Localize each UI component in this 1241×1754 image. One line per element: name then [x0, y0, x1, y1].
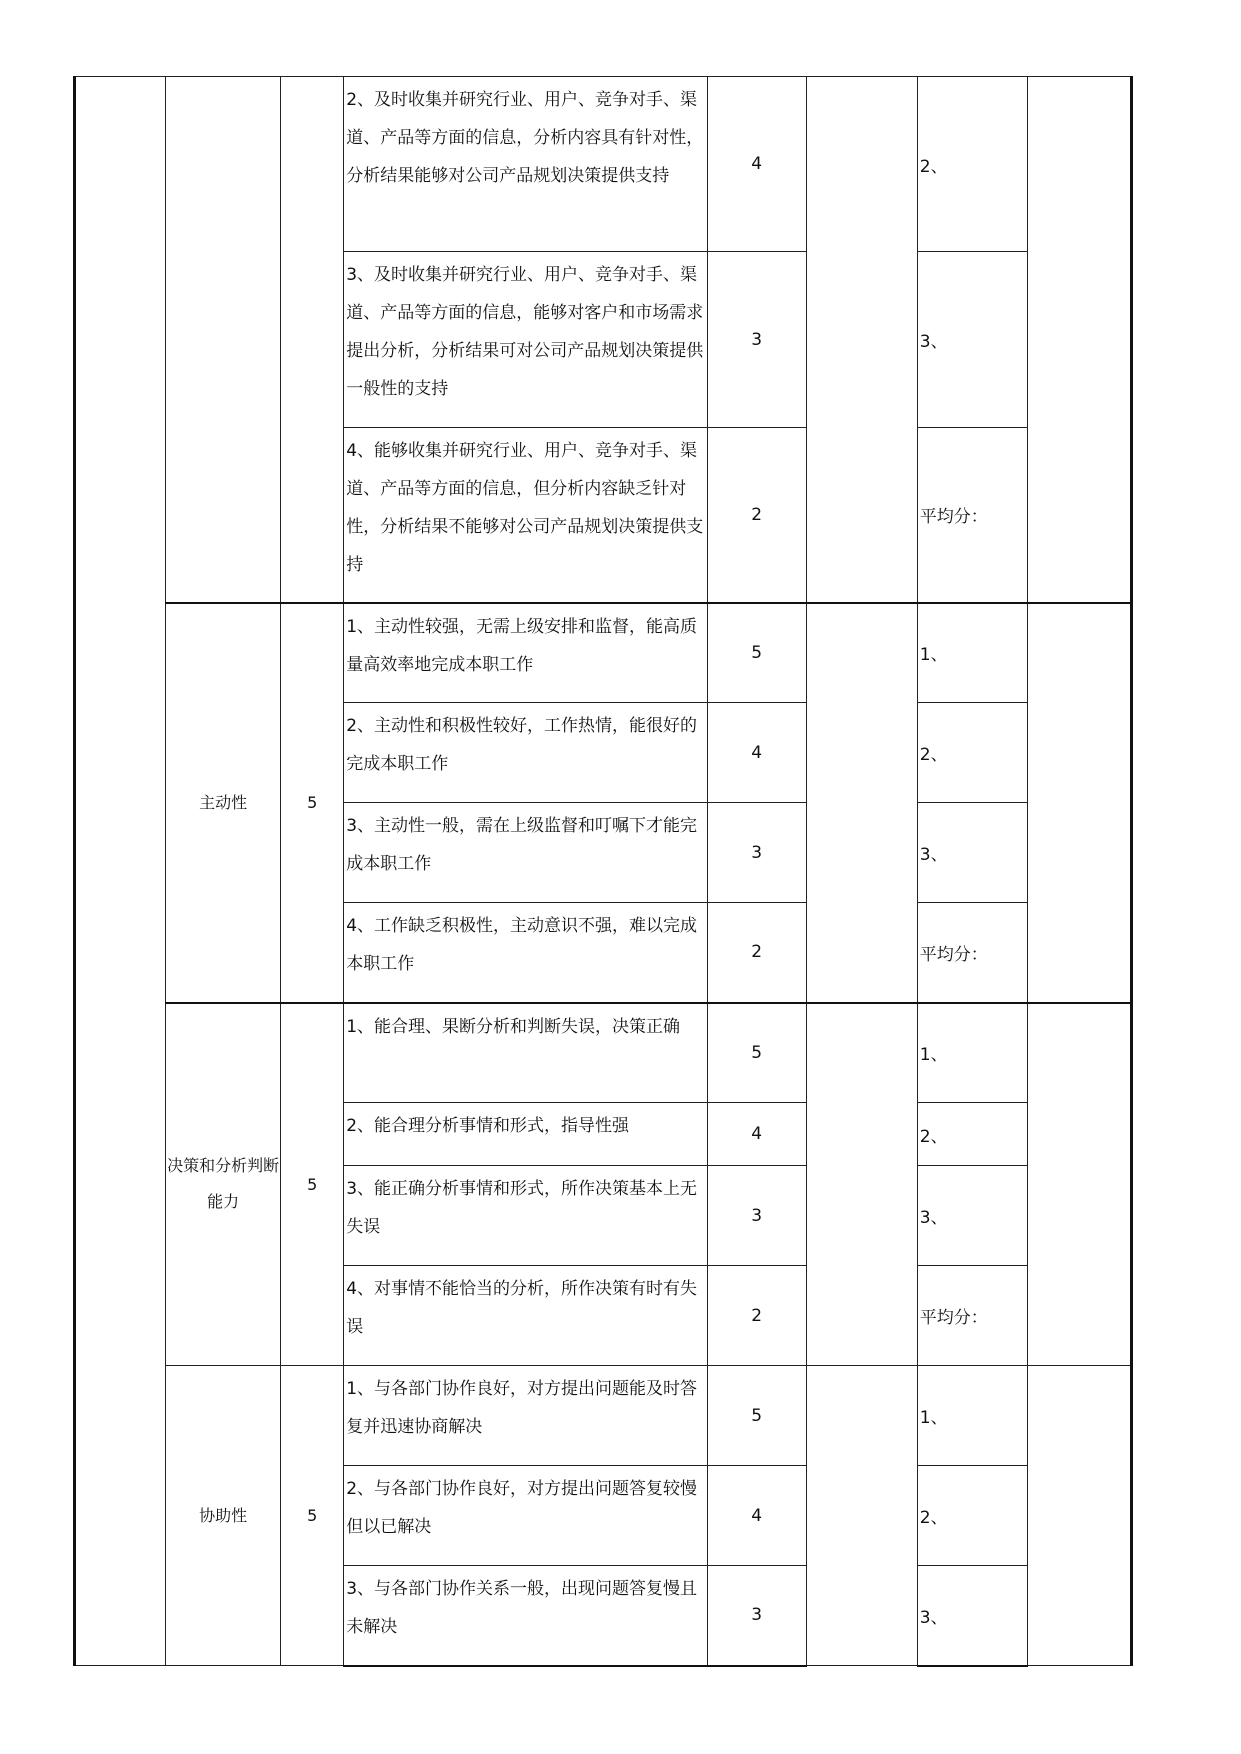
criterion-weight-cell: 5: [281, 1366, 344, 1666]
criterion-name-cell: [166, 77, 281, 603]
final-score-cell[interactable]: [1027, 77, 1131, 603]
level-description: 2、与各部门协作良好，对方提出问题答复较慢但以已解决: [344, 1466, 707, 1566]
rater-slot[interactable]: 1、: [917, 1366, 1027, 1466]
level-description: 3、及时收集并研究行业、用户、竞争对手、渠道、产品等方面的信息，能够对客户和市场需求提出分析，分析结果可对公司产品规划决策提供一般性的支持: [344, 252, 707, 428]
final-score-cell[interactable]: [1027, 1366, 1131, 1666]
level-description: 3、能正确分析事情和形式，所作决策基本上无失误: [344, 1166, 707, 1266]
level-description: 1、与各部门协作良好，对方提出问题能及时答复并迅速协商解决: [344, 1366, 707, 1466]
rater-slot[interactable]: 2、: [917, 703, 1027, 803]
level-score: 4: [707, 1466, 806, 1566]
self-score-cell[interactable]: [806, 603, 917, 1003]
level-description: 2、主动性和积极性较好，工作热情，能很好的完成本职工作: [344, 703, 707, 803]
level-score: 5: [707, 603, 806, 703]
self-score-cell[interactable]: [806, 1366, 917, 1666]
category-cell: [75, 77, 166, 1666]
level-score: 3: [707, 1566, 806, 1666]
criterion-weight-cell: [281, 77, 344, 603]
level-score: 4: [707, 77, 806, 252]
level-description: 2、及时收集并研究行业、用户、竞争对手、渠道、产品等方面的信息，分析内容具有针对性，分析结果能够对公司产品规划决策提供支持: [344, 77, 707, 252]
rater-slot[interactable]: 3、: [917, 252, 1027, 428]
level-score: 5: [707, 1003, 806, 1103]
average-slot[interactable]: 平均分：: [917, 428, 1027, 603]
average-slot[interactable]: 平均分：: [917, 903, 1027, 1003]
level-score: 4: [707, 703, 806, 803]
self-score-cell[interactable]: [806, 77, 917, 603]
level-score: 2: [707, 1266, 806, 1366]
final-score-cell[interactable]: [1027, 1003, 1131, 1366]
level-score: 5: [707, 1366, 806, 1466]
level-score: 2: [707, 428, 806, 603]
level-description: 3、与各部门协作关系一般，出现问题答复慢且未解决: [344, 1566, 707, 1666]
criterion-weight-cell: 5: [281, 603, 344, 1003]
table-row: [75, 1366, 1132, 1466]
average-slot[interactable]: 平均分：: [917, 1266, 1027, 1366]
rater-slot[interactable]: 2、: [917, 77, 1027, 252]
rater-slot[interactable]: 1、: [917, 603, 1027, 703]
evaluation-table: [73, 76, 1133, 1667]
rater-slot[interactable]: 3、: [917, 803, 1027, 903]
rater-slot[interactable]: 3、: [917, 1166, 1027, 1266]
level-description: 3、主动性一般，需在上级监督和叮嘱下才能完成本职工作: [344, 803, 707, 903]
criterion-name-cell: 协助性: [166, 1366, 281, 1666]
level-score: 3: [707, 803, 806, 903]
level-score: 3: [707, 252, 806, 428]
level-score: 3: [707, 1166, 806, 1266]
level-description: 4、工作缺乏积极性，主动意识不强，难以完成本职工作: [344, 903, 707, 1003]
level-description: 1、能合理、果断分析和判断失误，决策正确: [344, 1003, 707, 1103]
level-score: 4: [707, 1103, 806, 1166]
final-score-cell[interactable]: [1027, 603, 1131, 1003]
self-score-cell[interactable]: [806, 1003, 917, 1366]
level-description: 1、主动性较强，无需上级安排和监督，能高质量高效率地完成本职工作: [344, 603, 707, 703]
table-row: [75, 77, 1132, 252]
criterion-name-cell: 主动性: [166, 603, 281, 1003]
rater-slot[interactable]: 3、: [917, 1566, 1027, 1666]
criterion-weight-cell: 5: [281, 1003, 344, 1366]
rater-slot[interactable]: 2、: [917, 1103, 1027, 1166]
level-description: 4、能够收集并研究行业、用户、竞争对手、渠道、产品等方面的信息，但分析内容缺乏针对性，分析结果不能够对公司产品规划决策提供支持: [344, 428, 707, 603]
level-score: 2: [707, 903, 806, 1003]
level-description: 4、对事情不能恰当的分析，所作决策有时有失误: [344, 1266, 707, 1366]
level-description: 2、能合理分析事情和形式，指导性强: [344, 1103, 707, 1166]
evaluation-sheet: [73, 76, 1133, 1667]
rater-slot[interactable]: 1、: [917, 1003, 1027, 1103]
table-row: [75, 1003, 1132, 1103]
rater-slot[interactable]: 2、: [917, 1466, 1027, 1566]
table-row: [75, 603, 1132, 703]
criterion-name-cell: 决策和分析判断能力: [166, 1003, 281, 1366]
